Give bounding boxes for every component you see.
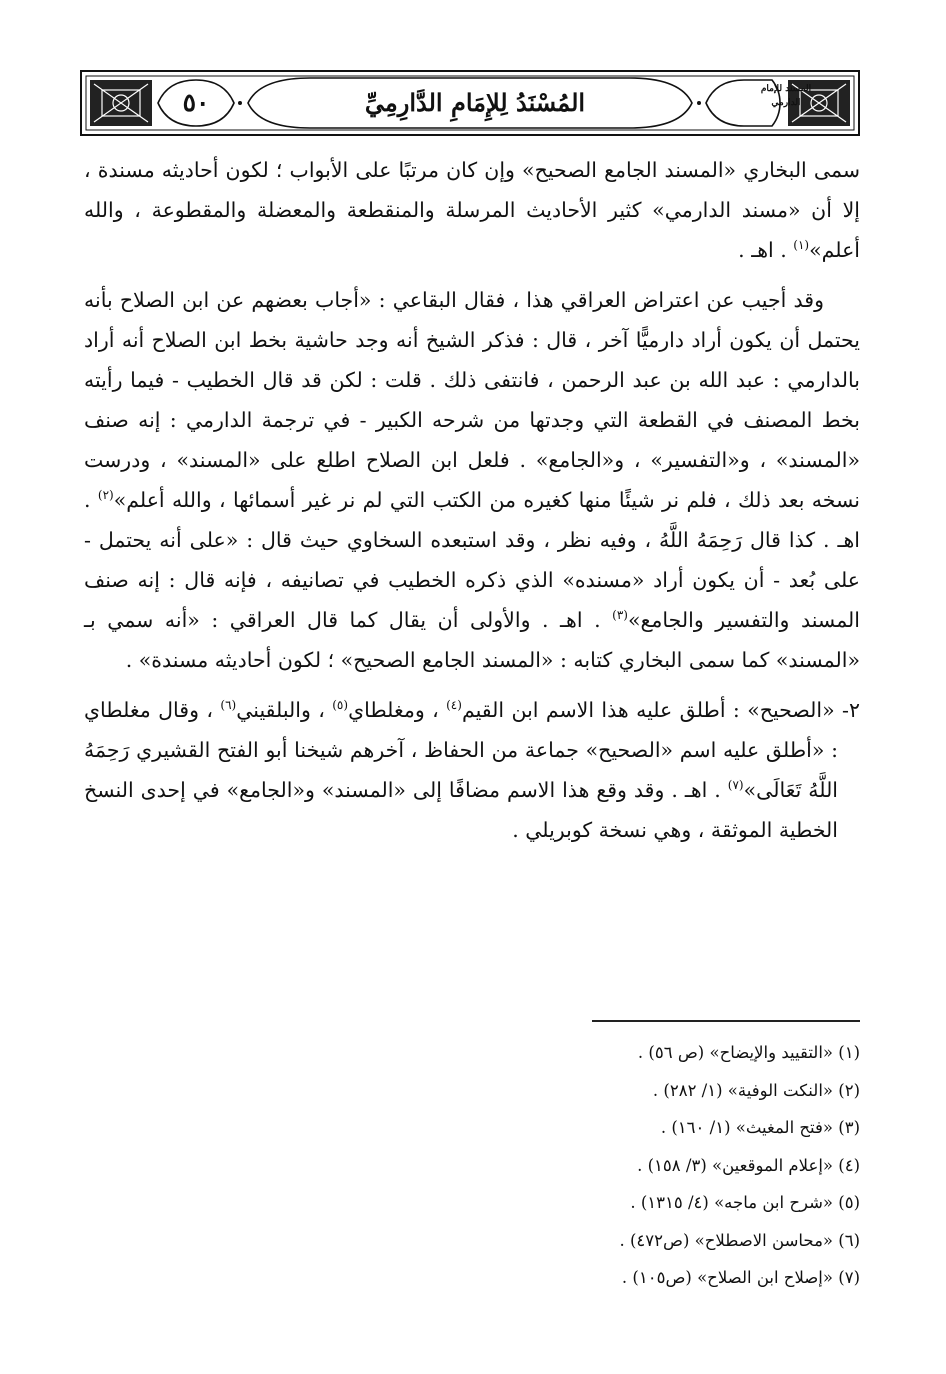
- footnote-7: (٧) «إصلاح ابن الصلاح» (ص١٠٥) .: [621, 1268, 860, 1287]
- footnote-1: (١) «التقييد والإيضاح» (ص ٥٦) .: [637, 1043, 860, 1062]
- book-title: المُسْنَدُ لِلإِمَامِ الدَّارِمِيِّ: [364, 88, 586, 117]
- footnote-2: (٢) «النكت الوفية» (١/ ٢٨٢) .: [652, 1080, 860, 1100]
- page-number: ٥٠: [182, 88, 210, 117]
- footnote-ref-1: (١): [793, 238, 810, 253]
- page-header: [80, 70, 860, 136]
- footnote-3: (٣) «فتح المغيث» (١/ ١٦٠) .: [660, 1118, 860, 1137]
- footnotes: [84, 1034, 860, 1297]
- footnote-ref-3: (٣): [612, 608, 628, 623]
- footnote-6: (٦) «محاسن الاصطلاح» (ص٤٧٢) .: [619, 1230, 860, 1250]
- footnote-ref-5: (٥): [332, 698, 349, 713]
- footnote-ref-6: (٦): [220, 698, 237, 713]
- footnote-ref-4: (٤): [446, 698, 462, 713]
- footnote-5: (٥) «شرح ابن ماجه» (٤/ ١٣١٥) .: [630, 1193, 860, 1212]
- main-text: [84, 150, 860, 860]
- paragraph-1: سمى البخاري «المسند الجامع الصحيح» وإن كان مرتبًا على الأبواب ؛ لكون أحاديثه مسندة ، إلا أن «مسند الدارمي» كثير الأحاديث المرسلة والمنقطعة والمعضلة والمقطوعة ، والله أعلم»$^{(١)}$ . اهـ .: [84, 158, 860, 262]
- book-seal: المسند للإمام الدارمي: [760, 84, 812, 108]
- footnote-divider: [592, 1020, 860, 1022]
- footnote-4: (٤) «إعلام الموقعين» (٣/ ١٥٨) .: [637, 1155, 860, 1175]
- paragraph-3: ٢- «الصحيح» : أطلق عليه هذا الاسم ابن القيم$^{(٤)}$ ، ومغلطاي$^{(٥)}$ ، والبلقيني$^{(٦)}$ ، وقال مغلطاي : «أطلق عليه اسم «الصحيح» جماعة من الحفاظ ، آخرهم شيخنا أبو الفتح القشيري رَحِمَهُ اللَّهُ تَعَالَى»$^{(٧)}$ . اهـ . وقد وقع هذا الاسم مضافًا إلى «المسند» و«الجامع» في إحدى النسخ الخطية الموثقة ، وهي نسخة كوبريلي .: [84, 698, 860, 842]
- footnote-ref-7: (٧): [727, 778, 744, 793]
- paragraph-2: وقد أجيب عن اعتراض العراقي هذا ، فقال البقاعي : «أجاب بعضهم عن ابن الصلاح بأنه يحتمل أن يكون أراد دارميًّا آخر ، قال : فذكر الشيخ أنه وجد حاشية بخط ابن الصلاح أنه أراد بالدارمي : عبد الله بن عبد الرحمن ، فانتفى ذلك . قلت : لكن قد قال الخطيب - فيما رأيته بخط المصنف في القطعة التي وجدتها من شرحه الكبير - في ترجمة الدارمي : إنه صنف «المسند» ، و«التفسير» ، و«الجامع» . فلعل ابن الصلاح اطلع على «المسند» ، ودرست نسخه بعد ذلك ، فلم نر شيئًا منها كغيره من الكتب التي لم نر غير أسمائها ، والله أعلم»$^{(٢)}$ . اهـ . كذا قال رَحِمَهُ اللَّهُ ، وفيه نظر ، وقد استبعده السخاوي حيث قال : «على أنه يحتمل - على بُعد - أن يكون أراد «مسنده» الذي ذكره الخطيب في تصانيفه ، فإنه قال : إنه صنف المسند والتفسير والجامع»$^{(٣)}$ . اهـ . والأولى أن يقال كما قال العراقي : «أنه سمي بـ «المسند» كما سمى البخاري كتابه : «المسند الجامع الصحيح» ؛ لكون أحاديثه مسندة» .: [84, 288, 861, 672]
- footnote-ref-2: (٢): [97, 488, 114, 503]
